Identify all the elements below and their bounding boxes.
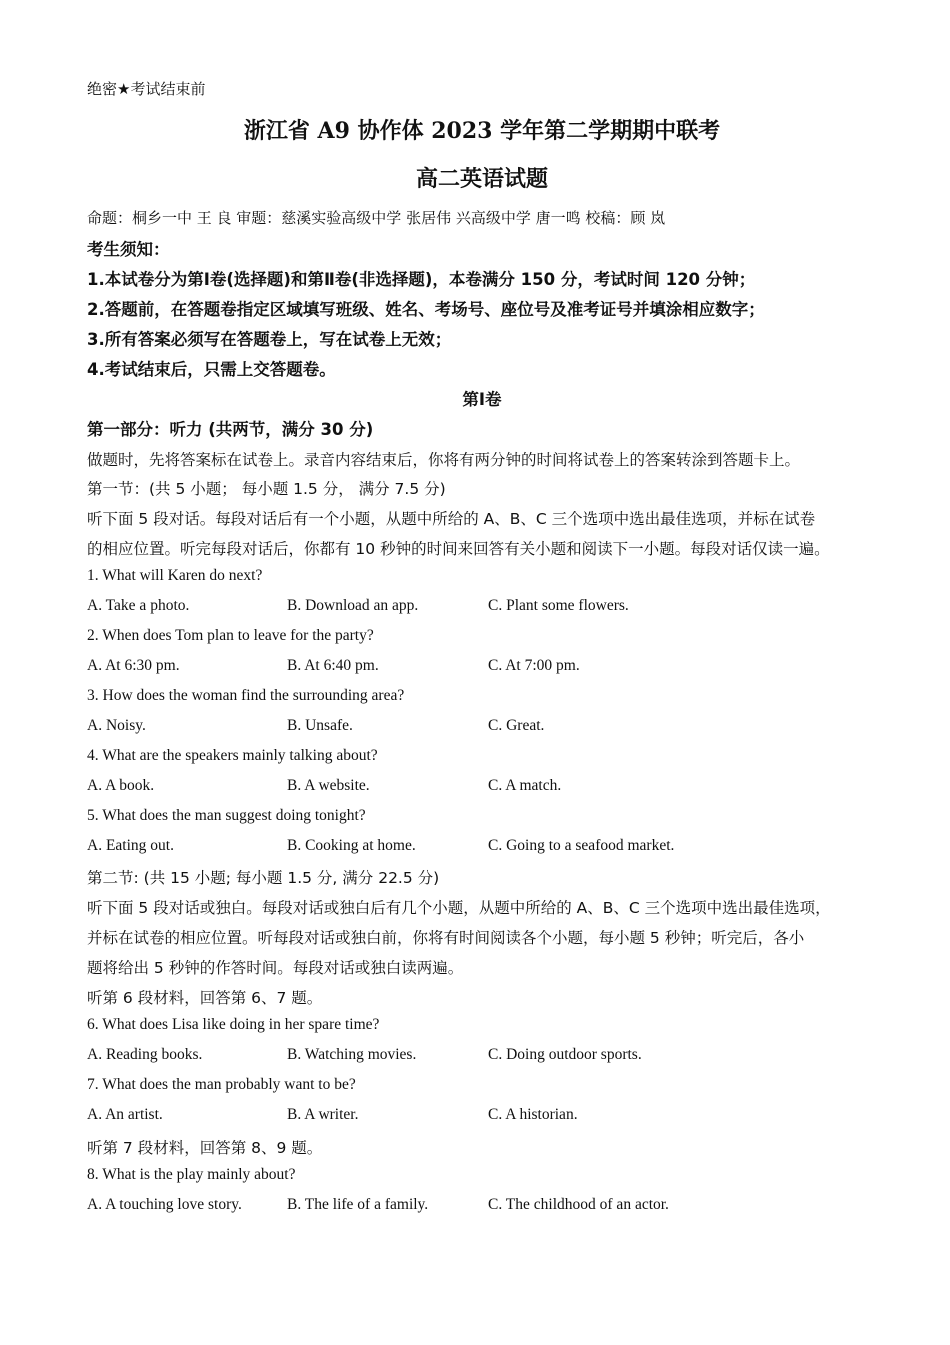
option-c: C. A match. [488, 777, 562, 794]
option-a: A. A book. [87, 777, 155, 794]
option-a: A. Take a photo. [87, 597, 190, 614]
question: 4. What are the speakers mainly talking about? [87, 747, 378, 764]
option-a: A. Noisy. [87, 717, 146, 734]
section1-heading: 第一节：(共 5 小题； 每小题 1.5 分， 满分 7.5 分) [87, 480, 446, 498]
notice-item: 2.答题前，在答题卷指定区域填写班级、姓名、考场号、座位号及准考证号并填涂相应数字； [87, 300, 765, 319]
part1-heading: 第一部分：听力 (共两节，满分 30 分) [87, 420, 374, 439]
notice-item: 1.本试卷分为第Ⅰ卷(选择题)和第Ⅱ卷(非选择题)，本卷满分 150 分，考试时间 120 分钟； [87, 270, 756, 289]
material-label: 听第 6 段材料，回答第 6、7 题。 [87, 989, 323, 1007]
section2-instruction: 听下面 5 段对话或独白。每段对话或独白后有几个小题，从题中所给的 A、B、C 三个选项中选出最佳选项， [87, 899, 831, 917]
option-a: A. Reading books. [87, 1046, 203, 1063]
option-c: C. The childhood of an actor. [488, 1196, 669, 1213]
option-b: B. A website. [287, 777, 370, 794]
option-a: A. An artist. [87, 1106, 163, 1123]
option-b: B. Cooking at home. [287, 837, 416, 854]
exam-title: 浙江省 A9 协作体 2023 学年第二学期期中联考 [243, 118, 721, 144]
part1-intro: 做题时，先将答案标在试卷上。录音内容结束后，你将有两分钟的时间将试卷上的答案转涂到答题卡上。 [87, 451, 801, 469]
question: 3. How does the woman find the surrounding area? [87, 687, 405, 704]
question: 7. What does the man probably want to be? [87, 1076, 356, 1093]
option-b: B. Download an app. [287, 597, 419, 614]
option-c: C. Doing outdoor sports. [488, 1046, 642, 1063]
option-a: A. Eating out. [87, 837, 174, 854]
option-b: B. The life of a family. [287, 1196, 429, 1213]
question: 2. When does Tom plan to leave for the party? [87, 627, 374, 644]
option-c: C. A historian. [488, 1106, 578, 1123]
question: 8. What is the play mainly about? [87, 1166, 296, 1183]
option-c: C. At 7:00 pm. [488, 657, 580, 674]
option-c: C. Going to a seafood market. [488, 837, 675, 854]
question: 6. What does Lisa like doing in her spare time? [87, 1016, 380, 1033]
option-c: C. Great. [488, 717, 545, 734]
option-b: B. A writer. [287, 1106, 359, 1123]
section2-heading: 第二节: (共 15 小题; 每小题 1.5 分, 满分 22.5 分) [87, 869, 440, 887]
notice-item: 3.所有答案必须写在答题卷上，写在试卷上无效； [87, 330, 452, 349]
volume-heading: 第Ⅰ卷 [462, 390, 502, 409]
authors-line: 命题：桐乡一中 王 良 审题：慈溪实验高级中学 张居伟 兴高级中学 唐一鸣 校稿：顾 岚 [87, 209, 666, 227]
material-label: 听第 7 段材料，回答第 8、9 题。 [87, 1139, 323, 1157]
notice-item: 4.考试结束后，只需上交答题卷。 [87, 360, 336, 379]
question: 1. What will Karen do next? [87, 567, 263, 584]
option-b: B. Watching movies. [287, 1046, 417, 1063]
confidential-label: 绝密★考试结束前 [87, 80, 206, 98]
exam-subtitle: 高二英语试题 [415, 166, 548, 192]
option-b: B. At 6:40 pm. [287, 657, 379, 674]
section2-instruction: 题将给出 5 秒钟的作答时间。每段对话或独白读两遍。 [87, 959, 464, 977]
notice-heading: 考生须知： [87, 240, 170, 259]
section2-instruction: 并标在试卷的相应位置。听每段对话或独白前，你将有时间阅读各个小题，每小题 5 秒钟；听完后，各小 [87, 929, 805, 947]
section1-instruction: 的相应位置。听完每段对话后，你都有 10 秒钟的时间来回答有关小题和阅读下一小题。每段对话仅读一遍。 [87, 540, 830, 558]
option-b: B. Unsafe. [287, 717, 353, 734]
option-a: A. At 6:30 pm. [87, 657, 180, 674]
option-c: C. Plant some flowers. [488, 597, 629, 614]
option-a: A. A touching love story. [87, 1196, 242, 1213]
question: 5. What does the man suggest doing tonight? [87, 807, 366, 824]
section1-instruction: 听下面 5 段对话。每段对话后有一个小题，从题中所给的 A、B、C 三个选项中选出最佳选项，并标在试卷 [87, 510, 816, 528]
